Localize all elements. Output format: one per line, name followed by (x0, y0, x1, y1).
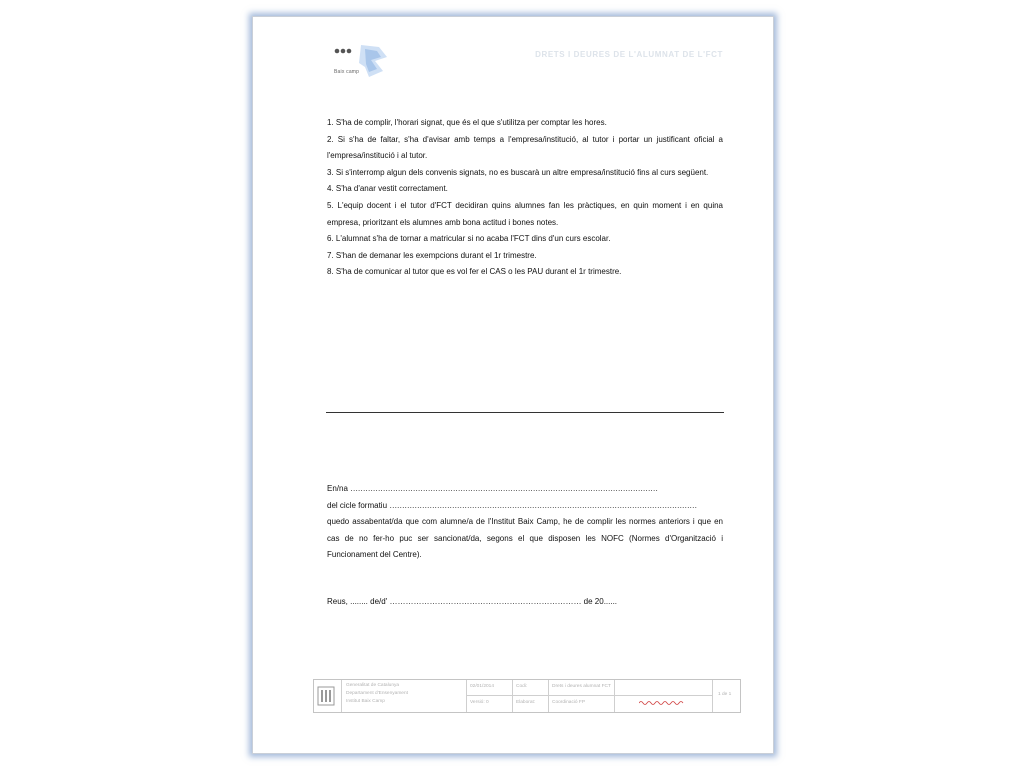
org-line-2: Departament d'Ensenyament (346, 691, 408, 696)
logo-text: Baix camp (334, 69, 360, 75)
generalitat-emblem-icon (317, 686, 335, 706)
cycle-label: del cicle formatiu (327, 500, 388, 510)
rule-item: 5. L'equip docent i el tutor d'FCT decidiran quins alumnes fan les pràctiques, en quin moment i en quina empresa, prioritzant els alumnes amb bona actitud i bones notes. (327, 200, 723, 227)
footer-doc-name: Drets i deures alumnat FCT (552, 684, 611, 689)
rule-item: 1. S'ha de complir, l'horari signat, que és el que s'utilitza per comptar les hores. (327, 118, 607, 127)
org-line-1: Generalitat de Catalunya (346, 683, 400, 688)
rule-item: 8. S'ha de comunicar al tutor que es vol fer el CAS o les PAU durant el 1r trimestre. (327, 267, 622, 277)
name-line (327, 481, 723, 498)
name-blank[interactable]: …………………………………………………………………………………………………………… (350, 484, 658, 493)
footer-date: 02/01/2014 (470, 684, 495, 689)
signature-scribble-icon (639, 700, 685, 706)
signature-line: Reus, ........ de/d' ……………………………………………………………… de 20...... (327, 597, 618, 606)
rule-item: 6. L'alumnat s'ha de tornar a matricular si no acaba l'FCT dins d'un curs escolar. (327, 234, 611, 244)
footer-version: Versió: 0 (470, 700, 489, 705)
footer-code-label: Codi: (516, 684, 528, 689)
cycle-line (327, 498, 723, 515)
rules-list (327, 115, 723, 281)
section-divider (326, 412, 724, 413)
statement-text: quedo assabentat/da que com alumne/a de l'Institut Baix Camp, he de complir les normes anteriors i que en cas de no fer-ho puc ser sancionat/da, segons el que disposen les NOFC (Normes d'Organització i Funcionament del Centre). (327, 517, 723, 560)
footer-approved: Coordinació FP (552, 700, 586, 705)
footer-page: 1 de 1 (718, 692, 732, 697)
rule-item: 3. Si s'interromp algun dels convenis signats, no es buscarà un altre empresa/institució fins al curs següent. (327, 167, 709, 177)
document-footer (313, 679, 741, 713)
rule-item: 4. S'ha d'anar vestit correctament. (327, 184, 448, 194)
acknowledgement-form (327, 481, 723, 564)
document-page (252, 16, 774, 754)
cycle-blank[interactable]: …………………………………………………………………………………………………………… (389, 500, 697, 510)
footer-elaborated: Elaborat: (516, 700, 536, 705)
rule-item: 2. Si s'ha de faltar, s'ha d'avisar amb temps a l'empresa/institució, al tutor i portar un justificant oficial a l'empresa/institució i al tutor. (327, 134, 723, 161)
name-label: En/na (327, 484, 348, 493)
rule-item: 7. S'han de demanar les exempcions durant el 1r trimestre. (327, 250, 537, 260)
document-title: DRETS I DEURES DE L'ALUMNAT DE L'FCT (535, 50, 723, 59)
org-line-3: Institut Baix Camp (346, 699, 385, 704)
